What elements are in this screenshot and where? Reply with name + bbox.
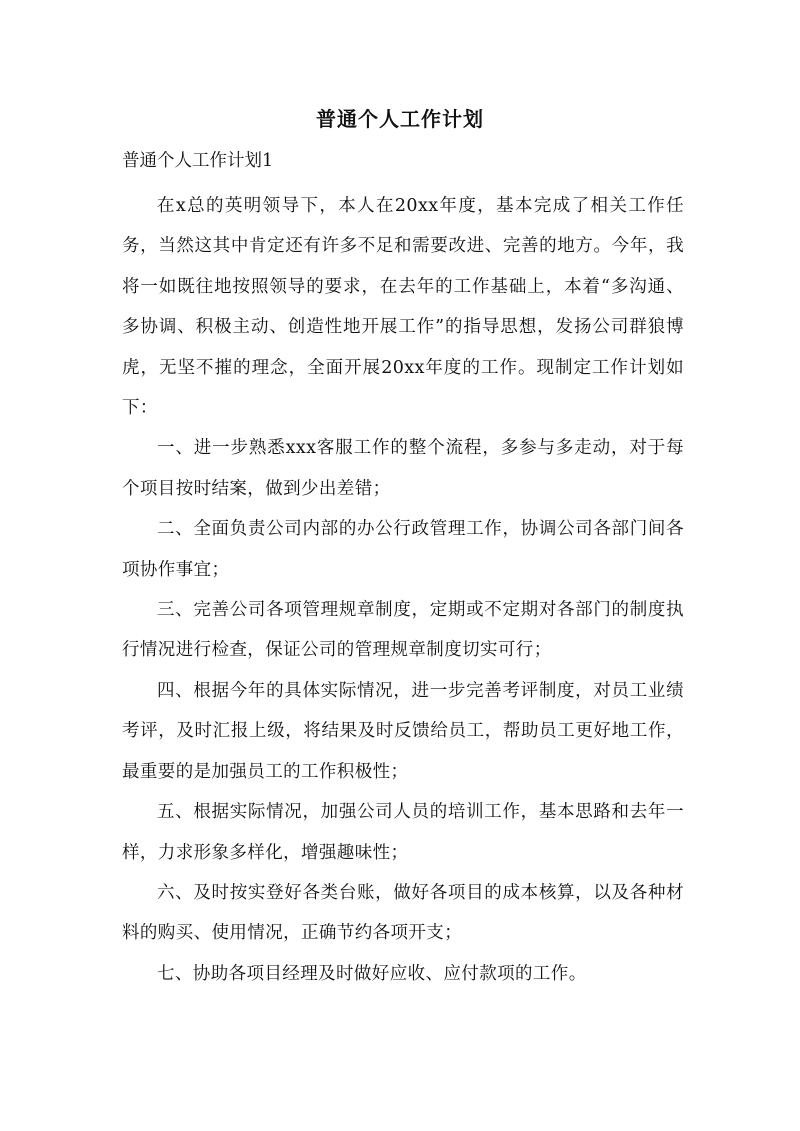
document-subtitle: 普通个人工作计划1 (122, 151, 274, 171)
document-title: 普通个人工作计划 (316, 107, 484, 131)
plan-item-1: 一、进一步熟悉xxx客服工作的整个流程，多参与多走动，对于每个项目按时结案，做到少出差错； (122, 438, 684, 499)
intro-paragraph: 在x总的英明领导下，本人在20xx年度，基本完成了相关工作任务，当然这其中肯定还有许多不足和需要改进、完善的地方。今年，我将一如既往地按照领导的要求，在去年的工作基础上，本着“多沟通、多协调、积极主动、创造性地开展工作”的指导思想，发扬公司群狼博虎，无坚不摧的理念，全面开展20xx年度的工作。现制定工作计划如下： (122, 196, 684, 419)
plan-item-2: 二、全面负责公司内部的办公行政管理工作，协调公司各部门间各项协作事宜； (122, 519, 684, 580)
plan-item-4: 四、根据今年的具体实际情况，进一步完善考评制度，对员工业绩考评，及时汇报上级，将结果及时反馈给员工，帮助员工更好地工作，最重要的是加强员工的工作积极性； (122, 680, 684, 782)
document-body (122, 186, 684, 994)
plan-item-5: 五、根据实际情况，加强公司人员的培训工作，基本思路和去年一样，力求形象多样化，增强趣味性； (122, 802, 684, 863)
plan-item-6: 六、及时按实登好各类台账，做好各项目的成本核算，以及各种材料的购买、使用情况，正确节约各项开支； (122, 882, 684, 944)
plan-item-3: 三、完善公司各项管理规章制度，定期或不定期对各部门的制度执行情况进行检查，保证公司的管理规章制度切实可行； (122, 600, 684, 661)
plan-item-7: 七、协助各项目经理及时做好应收、应付款项的工作。 (157, 963, 587, 984)
